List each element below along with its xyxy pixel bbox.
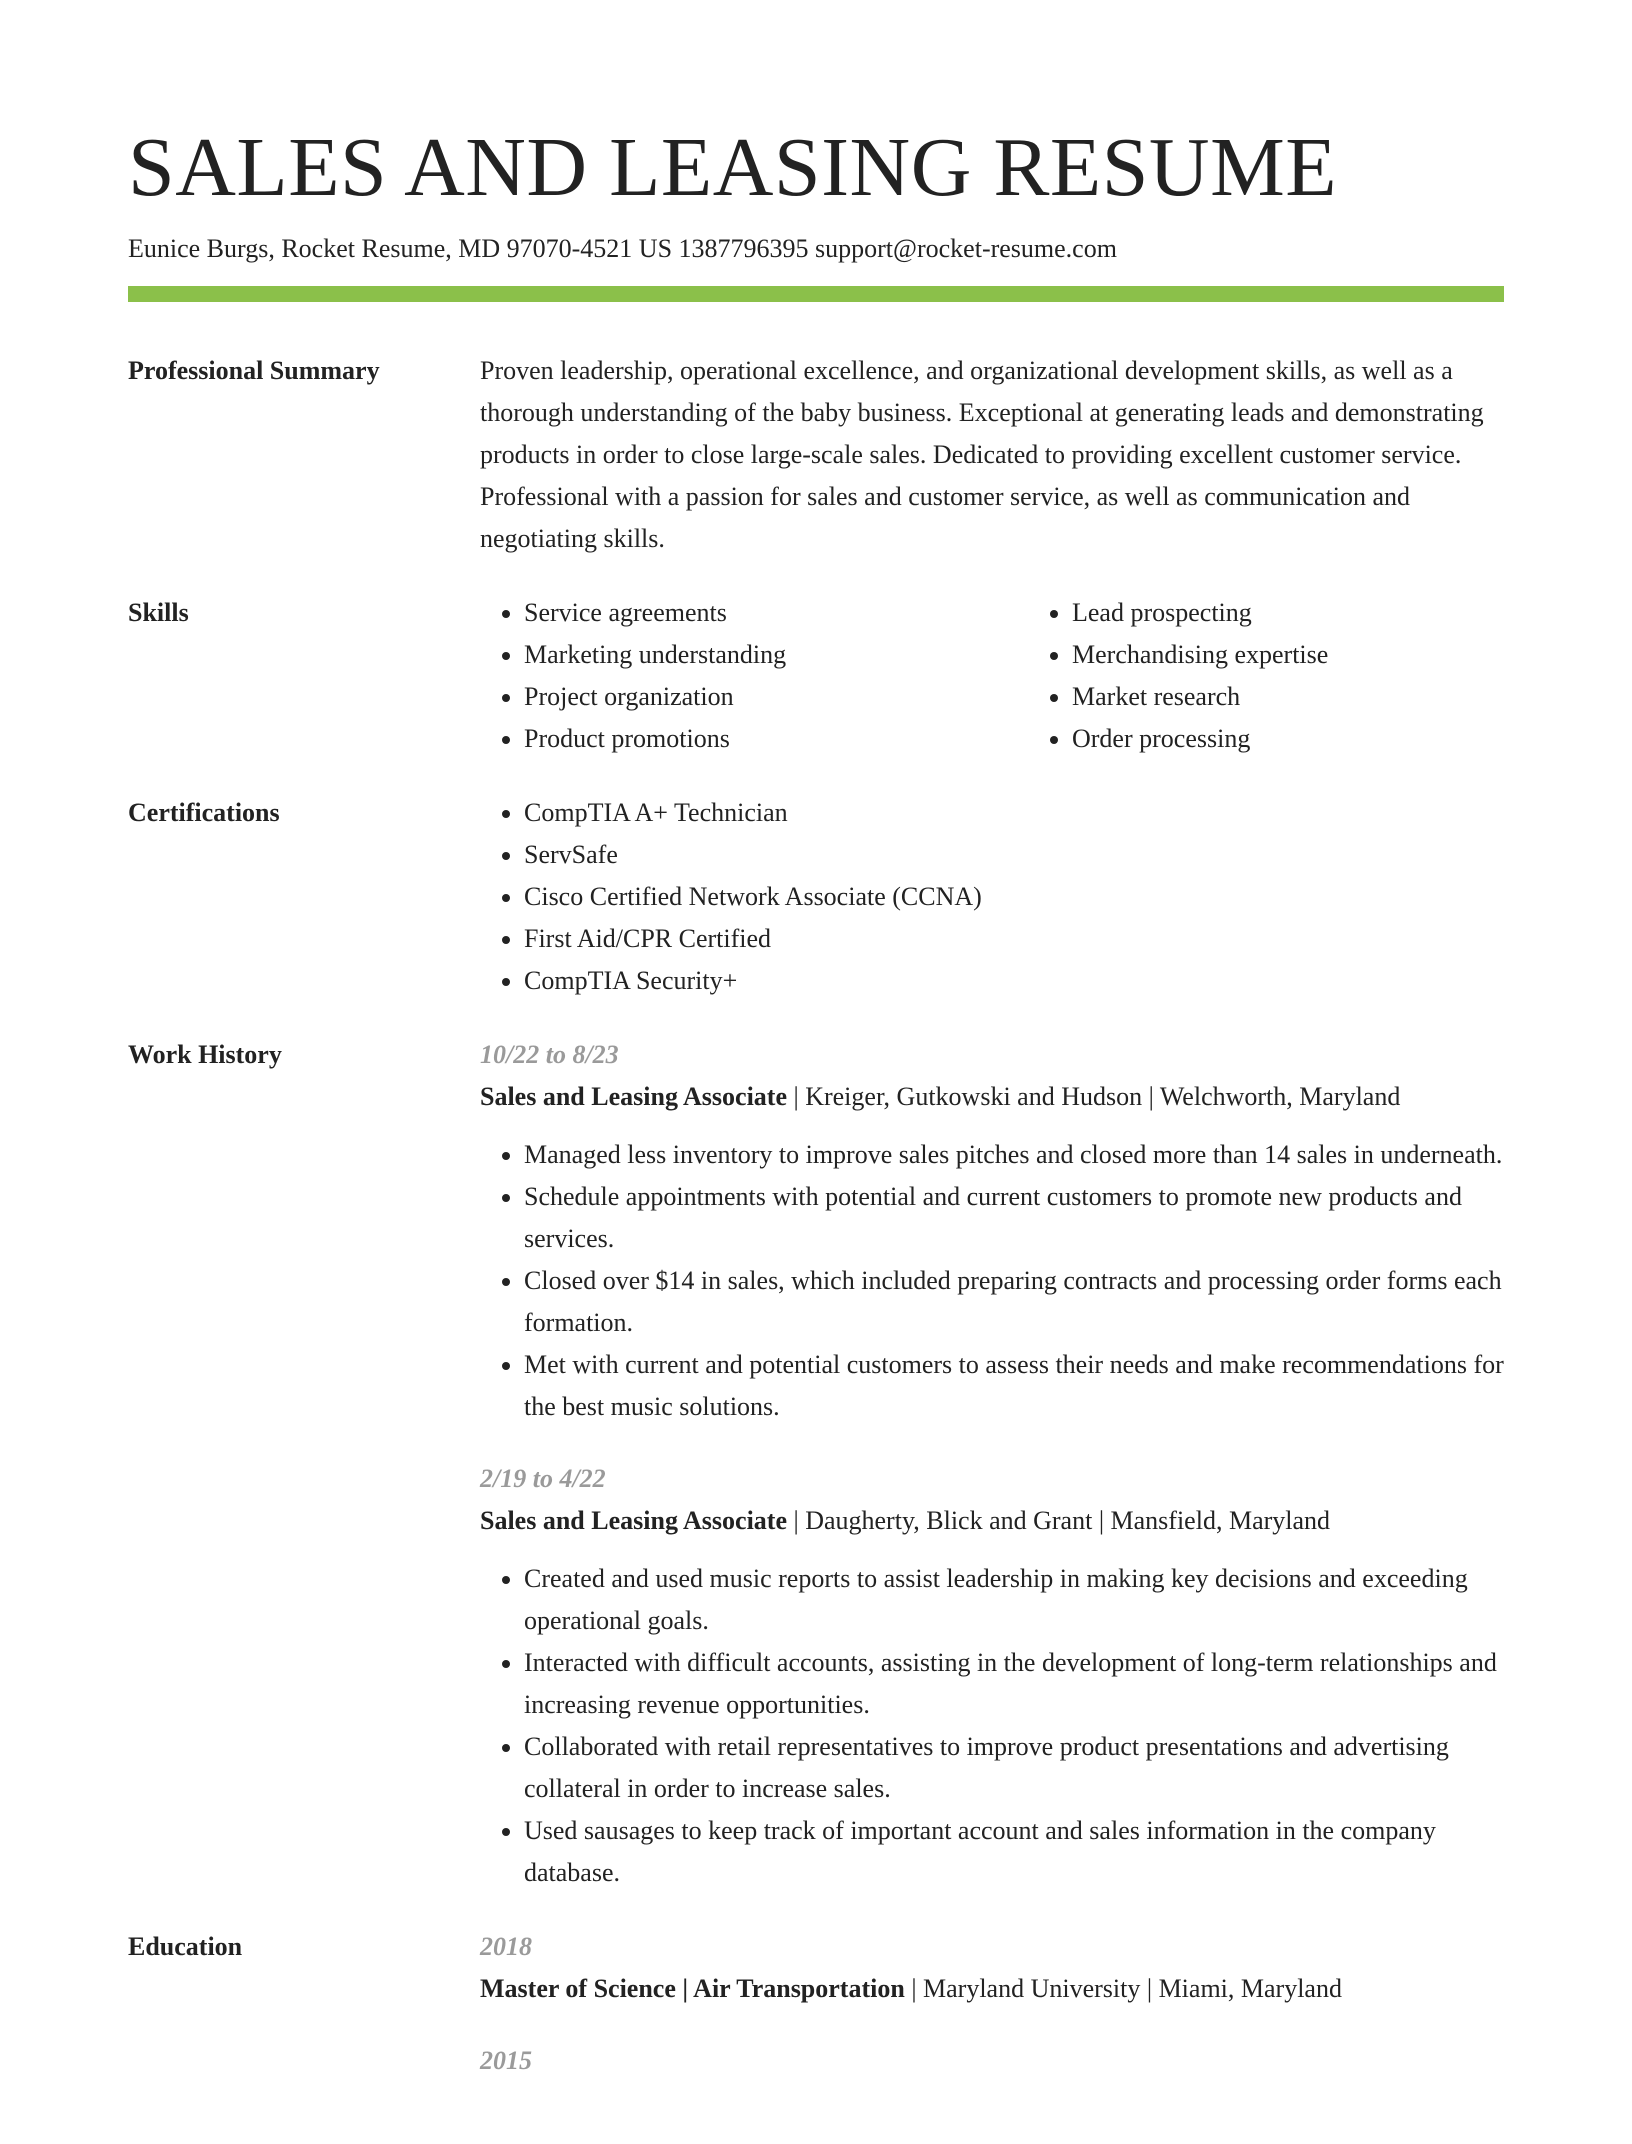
skills-section: [128, 592, 1504, 760]
education-body: [480, 1926, 1504, 2112]
certifications-list: [480, 792, 1504, 1002]
job-bullet: • Interacted with difficult accounts, assisting in the development of long-term relationships and increasing revenue opportunities.: [524, 1642, 1504, 1726]
certification-item: • Cisco Certified Network Associate (CCNA): [524, 876, 1504, 918]
summary-text: Proven leadership, operational excellence, and organizational development skills, as well as a thorough understanding of the baby business. Exceptional at generating leads and demonstrating products in order to close large-scale sales. Dedicated to providing excellent customer service. Professional with a passion for sales and customer service, as well as communication and negotiating skills.: [480, 356, 1484, 553]
education-section: [128, 1926, 1504, 2112]
resume-content: [128, 350, 1504, 2144]
job-entry: [480, 1458, 1504, 1894]
skill-item: • Merchandising expertise: [1072, 634, 1572, 676]
skill-item: • Project organization: [524, 676, 1028, 718]
section-label-certifications: Certifications: [128, 798, 280, 827]
education-heading: [480, 1968, 1504, 2010]
certification-item: • CompTIA Security+: [524, 960, 1504, 1002]
job-bullet: • Created and used music reports to assist leadership in making key decisions and exceeding operational goals.: [524, 1558, 1504, 1642]
skill-item: • Service agreements: [524, 592, 1028, 634]
professional-summary-section: [128, 350, 1504, 560]
job-details: | Daugherty, Blick and Grant | Mansfield, Maryland: [787, 1506, 1331, 1535]
job-bullet: • Met with current and potential customers to assess their needs and make recommendations for the best music solutions.: [524, 1344, 1504, 1428]
accent-divider: [128, 286, 1504, 302]
certification-item: • First Aid/CPR Certified: [524, 918, 1504, 960]
skill-item: • Order processing: [1072, 718, 1572, 760]
skill-item: • Market research: [1072, 676, 1572, 718]
education-entry: [480, 1926, 1504, 2010]
summary-body: [480, 350, 1504, 560]
job-heading: [480, 1076, 1504, 1118]
certification-item: • ServSafe: [524, 834, 1504, 876]
skill-item: • Marketing understanding: [524, 634, 1028, 676]
job-dates: 10/22 to 8/23: [480, 1040, 619, 1069]
job-heading: [480, 1500, 1504, 1542]
job-bullet: • Collaborated with retail representatives to improve product presentations and advertising collateral in order to increase sales.: [524, 1726, 1504, 1810]
job-title: Sales and Leasing Associate: [480, 1082, 787, 1111]
contact-line: Eunice Burgs, Rocket Resume, MD 97070-4521 US 1387796395 support@rocket-resume.com: [128, 234, 1117, 263]
education-year: 2015: [480, 2046, 532, 2075]
section-label-work-history: Work History: [128, 1040, 282, 1069]
work-history-section: [128, 1034, 1504, 1894]
education-year: 2018: [480, 1932, 532, 1961]
skill-item: • Product promotions: [524, 718, 1028, 760]
skill-item: • Lead prospecting: [1072, 592, 1572, 634]
job-bullet: • Managed less inventory to improve sales pitches and closed more than 14 sales in underneath.: [524, 1134, 1504, 1176]
job-dates: 2/19 to 4/22: [480, 1464, 606, 1493]
resume-title: SALES AND LEASING RESUME: [128, 121, 1338, 214]
job-details: | Kreiger, Gutkowski and Hudson | Welchworth, Maryland: [787, 1082, 1401, 1111]
section-label-skills: Skills: [128, 598, 189, 627]
education-details: | Maryland University | Miami, Maryland: [904, 1974, 1342, 2003]
certification-item: • CompTIA A+ Technician: [524, 792, 1504, 834]
skills-column-1: [480, 592, 1028, 760]
job-entry: [480, 1034, 1504, 1428]
certifications-section: [128, 792, 1504, 1002]
education-entry: [480, 2040, 1504, 2082]
job-bullet: • Closed over $14 in sales, which included preparing contracts and processing order forms each formation.: [524, 1260, 1504, 1344]
job-bullet: • Schedule appointments with potential and current customers to promote new products and services.: [524, 1176, 1504, 1260]
work-history-body: [480, 1034, 1504, 1894]
job-bullets: [480, 1558, 1504, 1894]
education-degree: Master of Science | Air Transportation: [480, 1974, 905, 2003]
section-label-summary: Professional Summary: [128, 356, 380, 385]
job-title: Sales and Leasing Associate: [480, 1506, 787, 1535]
section-label-education: Education: [128, 1932, 243, 1961]
certifications-body: [480, 792, 1504, 1002]
job-bullet: • Used sausages to keep track of important account and sales information in the company database.: [524, 1810, 1504, 1894]
skills-column-2: [1028, 592, 1572, 760]
skills-body: [480, 592, 1504, 760]
job-bullets: [480, 1134, 1504, 1428]
